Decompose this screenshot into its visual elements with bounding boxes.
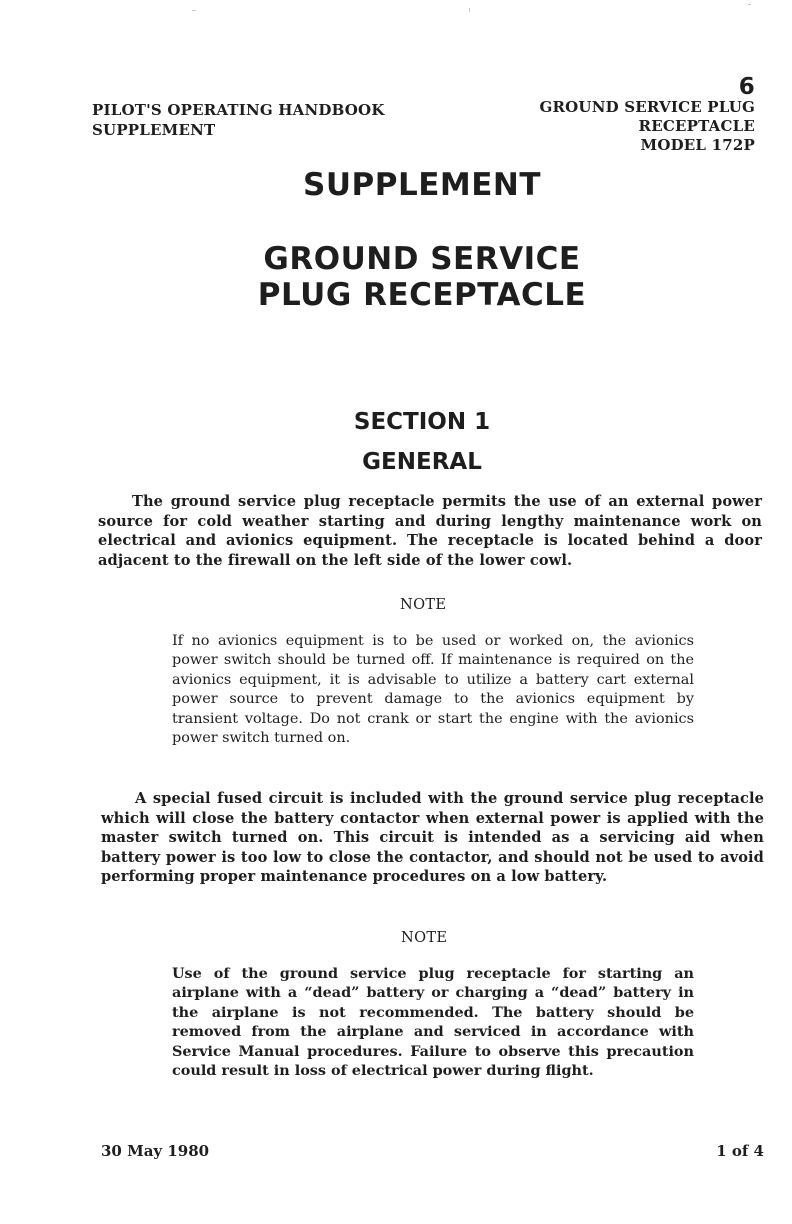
note-2-label: NOTE <box>401 929 448 946</box>
supplement-title-line2: PLUG RECEPTACLE <box>257 277 587 313</box>
supplement-subject-line2: RECEPTACLE <box>638 117 755 135</box>
supplement-subject-line1: GROUND SERVICE PLUG <box>539 98 755 116</box>
header-right <box>539 76 755 155</box>
scan-mark <box>192 10 196 11</box>
note-1-label: NOTE <box>400 596 447 613</box>
scan-mark <box>748 4 751 5</box>
supplement-title-line1: GROUND SERVICE <box>263 241 581 277</box>
handbook-subtitle: SUPPLEMENT <box>92 121 216 139</box>
note-2-text: Use of the ground service plug receptacle for starting an airplane with a “dead” battery or charging a “dead” battery in the airplane is not recommended. The battery should be removed from the airplane and serviced in accordance with Service Manual procedures. Failure to observe this precaution could result in loss of electrical power during flight. <box>172 965 694 1080</box>
general-paragraph-2: A special fused circuit is included with the ground service plug receptacle which will close the battery contactor when external power is applied with the master switch turned on. This circuit is intended as a servicing aid when battery power is too low to close the contactor, and should not be used to avoid performing proper maintenance procedures on a low battery. <box>101 790 764 886</box>
page-title: SUPPLEMENT <box>303 167 541 203</box>
scan-mark <box>469 8 470 12</box>
note-1-text: If no avionics equipment is to be used or worked on, the avionics power switch should be turned off. If maintenance is required on the avionics equipment, it is advisable to utilize a battery cart external power source to prevent damage to the avionics equipment by transient voltage. Do not crank or start the engine with the avionics power switch turned on. <box>172 633 694 747</box>
footer-date: 30 May 1980 <box>101 1142 210 1160</box>
section-name: GENERAL <box>362 449 482 475</box>
footer-page-number: 1 of 4 <box>716 1142 764 1160</box>
general-paragraph-1: The ground service plug receptacle permits the use of an external power source for cold weather starting and during lengthy maintenance work on electrical and avionics equipment. The receptacle is located behind a door adjacent to the firewall on the left side of the lower cowl. <box>98 493 762 569</box>
aircraft-model: MODEL 172P <box>640 136 755 154</box>
supplement-number: 6 <box>738 74 755 100</box>
section-number: SECTION 1 <box>353 409 491 435</box>
header-left <box>92 100 385 140</box>
handbook-title: PILOT'S OPERATING HANDBOOK <box>92 101 385 119</box>
